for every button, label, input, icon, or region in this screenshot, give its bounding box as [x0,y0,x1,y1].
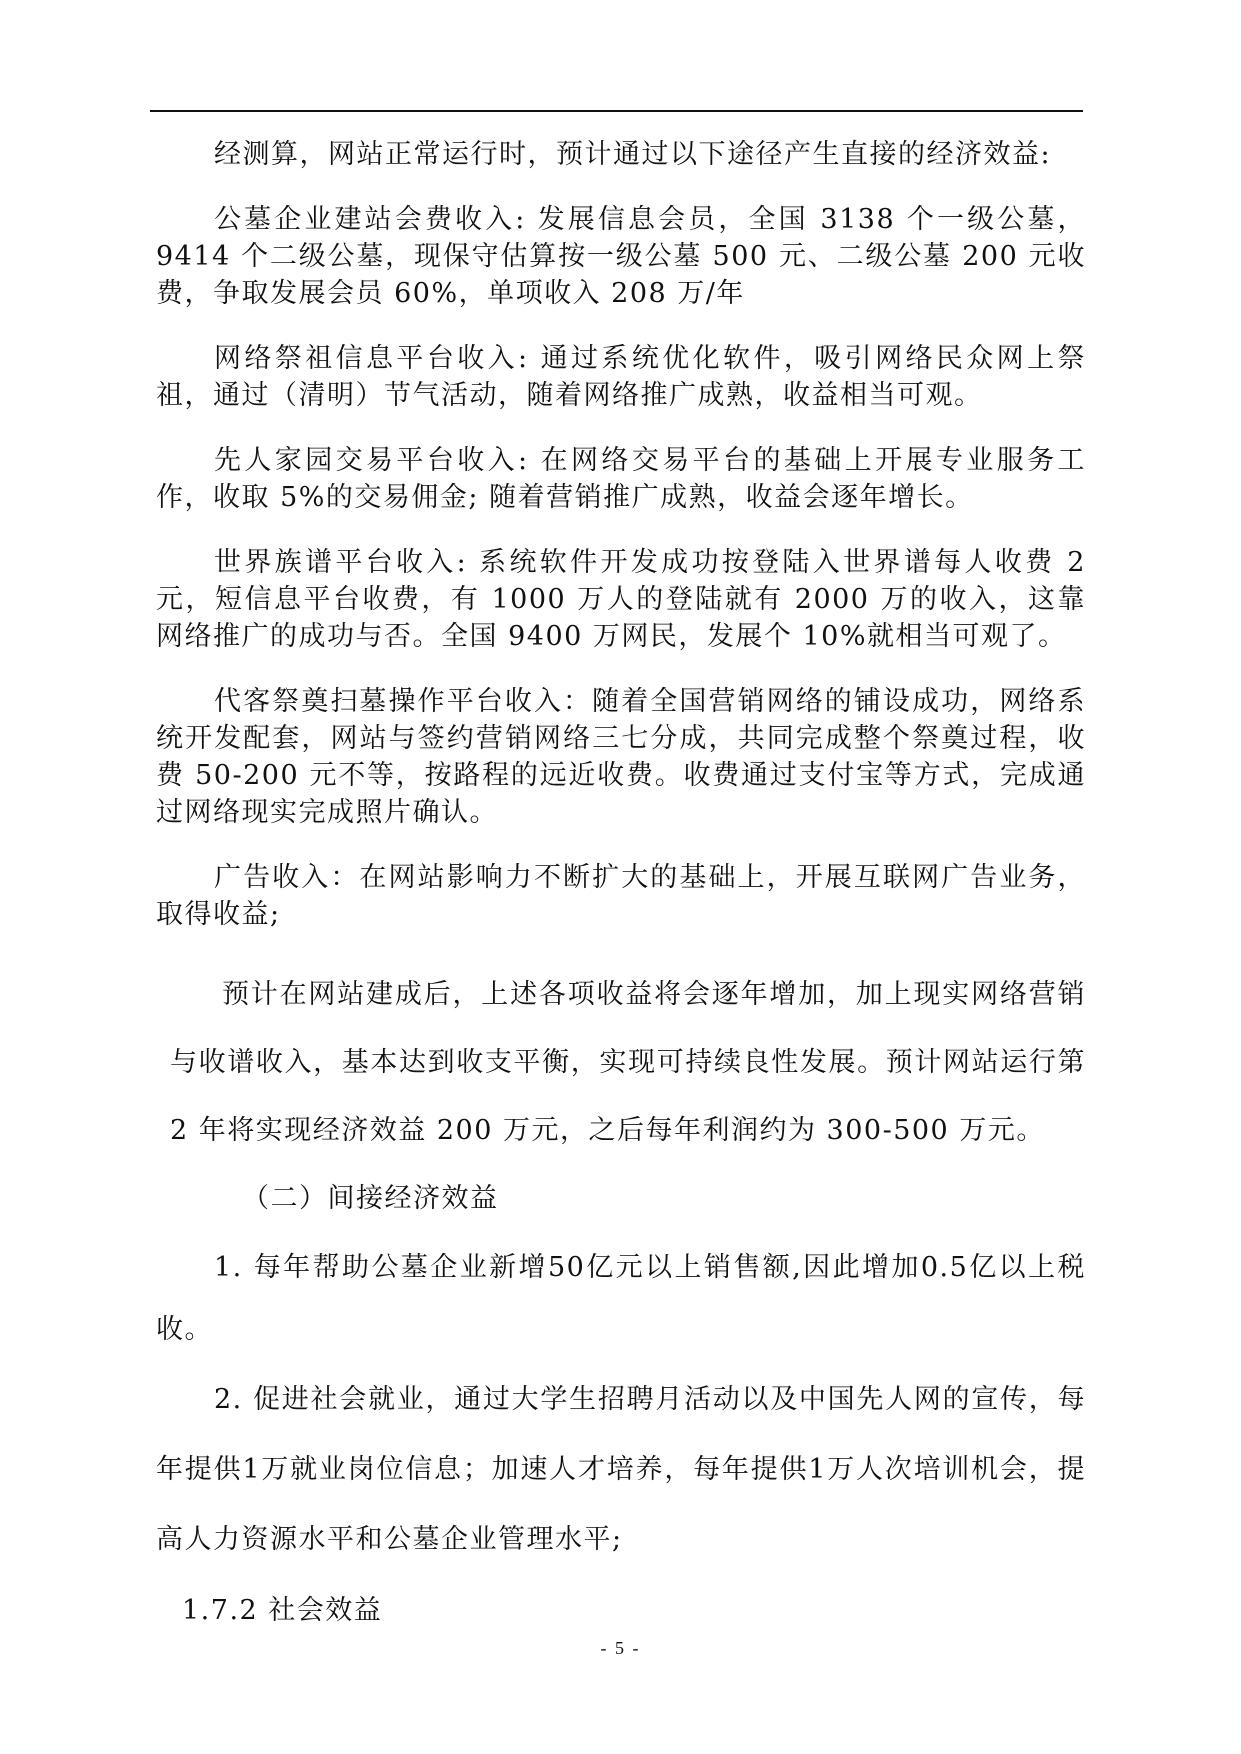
list-item-employment: 2. 促进社会就业，通过大学生招聘月活动以及中国先人网的宣传，每年提供1万就业岗位信息；加速人才培养，每年提供1万人次培训机会，提高人力资源水平和公墓企业管理水平; [156,1384,1086,1555]
subsection-heading-social-benefits: 1.7.2 社会效益 [182,1595,383,1626]
list-item-sales-tax: 1. 每年帮助公墓企业新增50亿元以上销售额,因此增加0.5亿以上税收。 [156,1252,1086,1345]
document-body [156,136,1086,1671]
section-heading-indirect-benefits: （二）间接经济效益 [242,1183,499,1214]
paragraph-income-forecast: 预计在网站建成后，上述各项收益将会逐年增加，加上现实网络营销与收谱收入，基本达到收支平衡，实现可持续良性发展。预计网站运行第 2 年将实现经济效益 200 万元，之后每年利润约为 300-500 万元。 [170,979,1086,1146]
paragraph-economic-intro: 经测算，网站正常运行时，预计通过以下途径产生直接的经济效益: [214,139,1052,170]
paragraph-genealogy-platform-income: 世界族谱平台收入: 系统软件开发成功按登陆入世界谱每人收费 2 元，短信息平台收费，有 1000 万人的登陆就有 2000 万的收入，这靠网络推广的成功与否。全国 9400 万网民，发展个 10%就相当可观了。 [156,547,1086,652]
paragraph-ancestor-home-trading-income: 先人家园交易平台收入: 在网络交易平台的基础上开展专业服务工作，收取 5%的交易佣金; 随着营销推广成熟，收益会逐年增长。 [156,445,1086,513]
paragraph-cemetery-membership-income: 公墓企业建站会费收入: 发展信息会员，全国 3138 个一级公墓，9414 个二级公墓，现保守估算按一级公墓 500 元、二级公墓 200 元收费，争取发展会员 60%，单项收入 208 万/年 [156,204,1086,309]
page-number: - 5 - [600,1638,641,1658]
paragraph-advertising-income: 广告收入：在网站影响力不断扩大的基础上，开展互联网广告业务，取得收益; [156,862,1086,930]
paragraph-proxy-tomb-sweeping-income: 代客祭奠扫墓操作平台收入：随着全国营销网络的铺设成功，网络系统开发配套，网站与签约营销网络三七分成，共同完成整个祭奠过程，收费 50-200 元不等，按路程的远近收费。收费通过支付宝等方式，完成通过网络现实完成照片确认。 [156,686,1086,828]
paragraph-online-ancestor-worship-income: 网络祭祖信息平台收入: 通过系统优化软件，吸引网络民众网上祭祖，通过（清明）节气活动，随着网络推广成熟，收益相当可观。 [156,343,1086,411]
header-rule [150,110,1083,112]
